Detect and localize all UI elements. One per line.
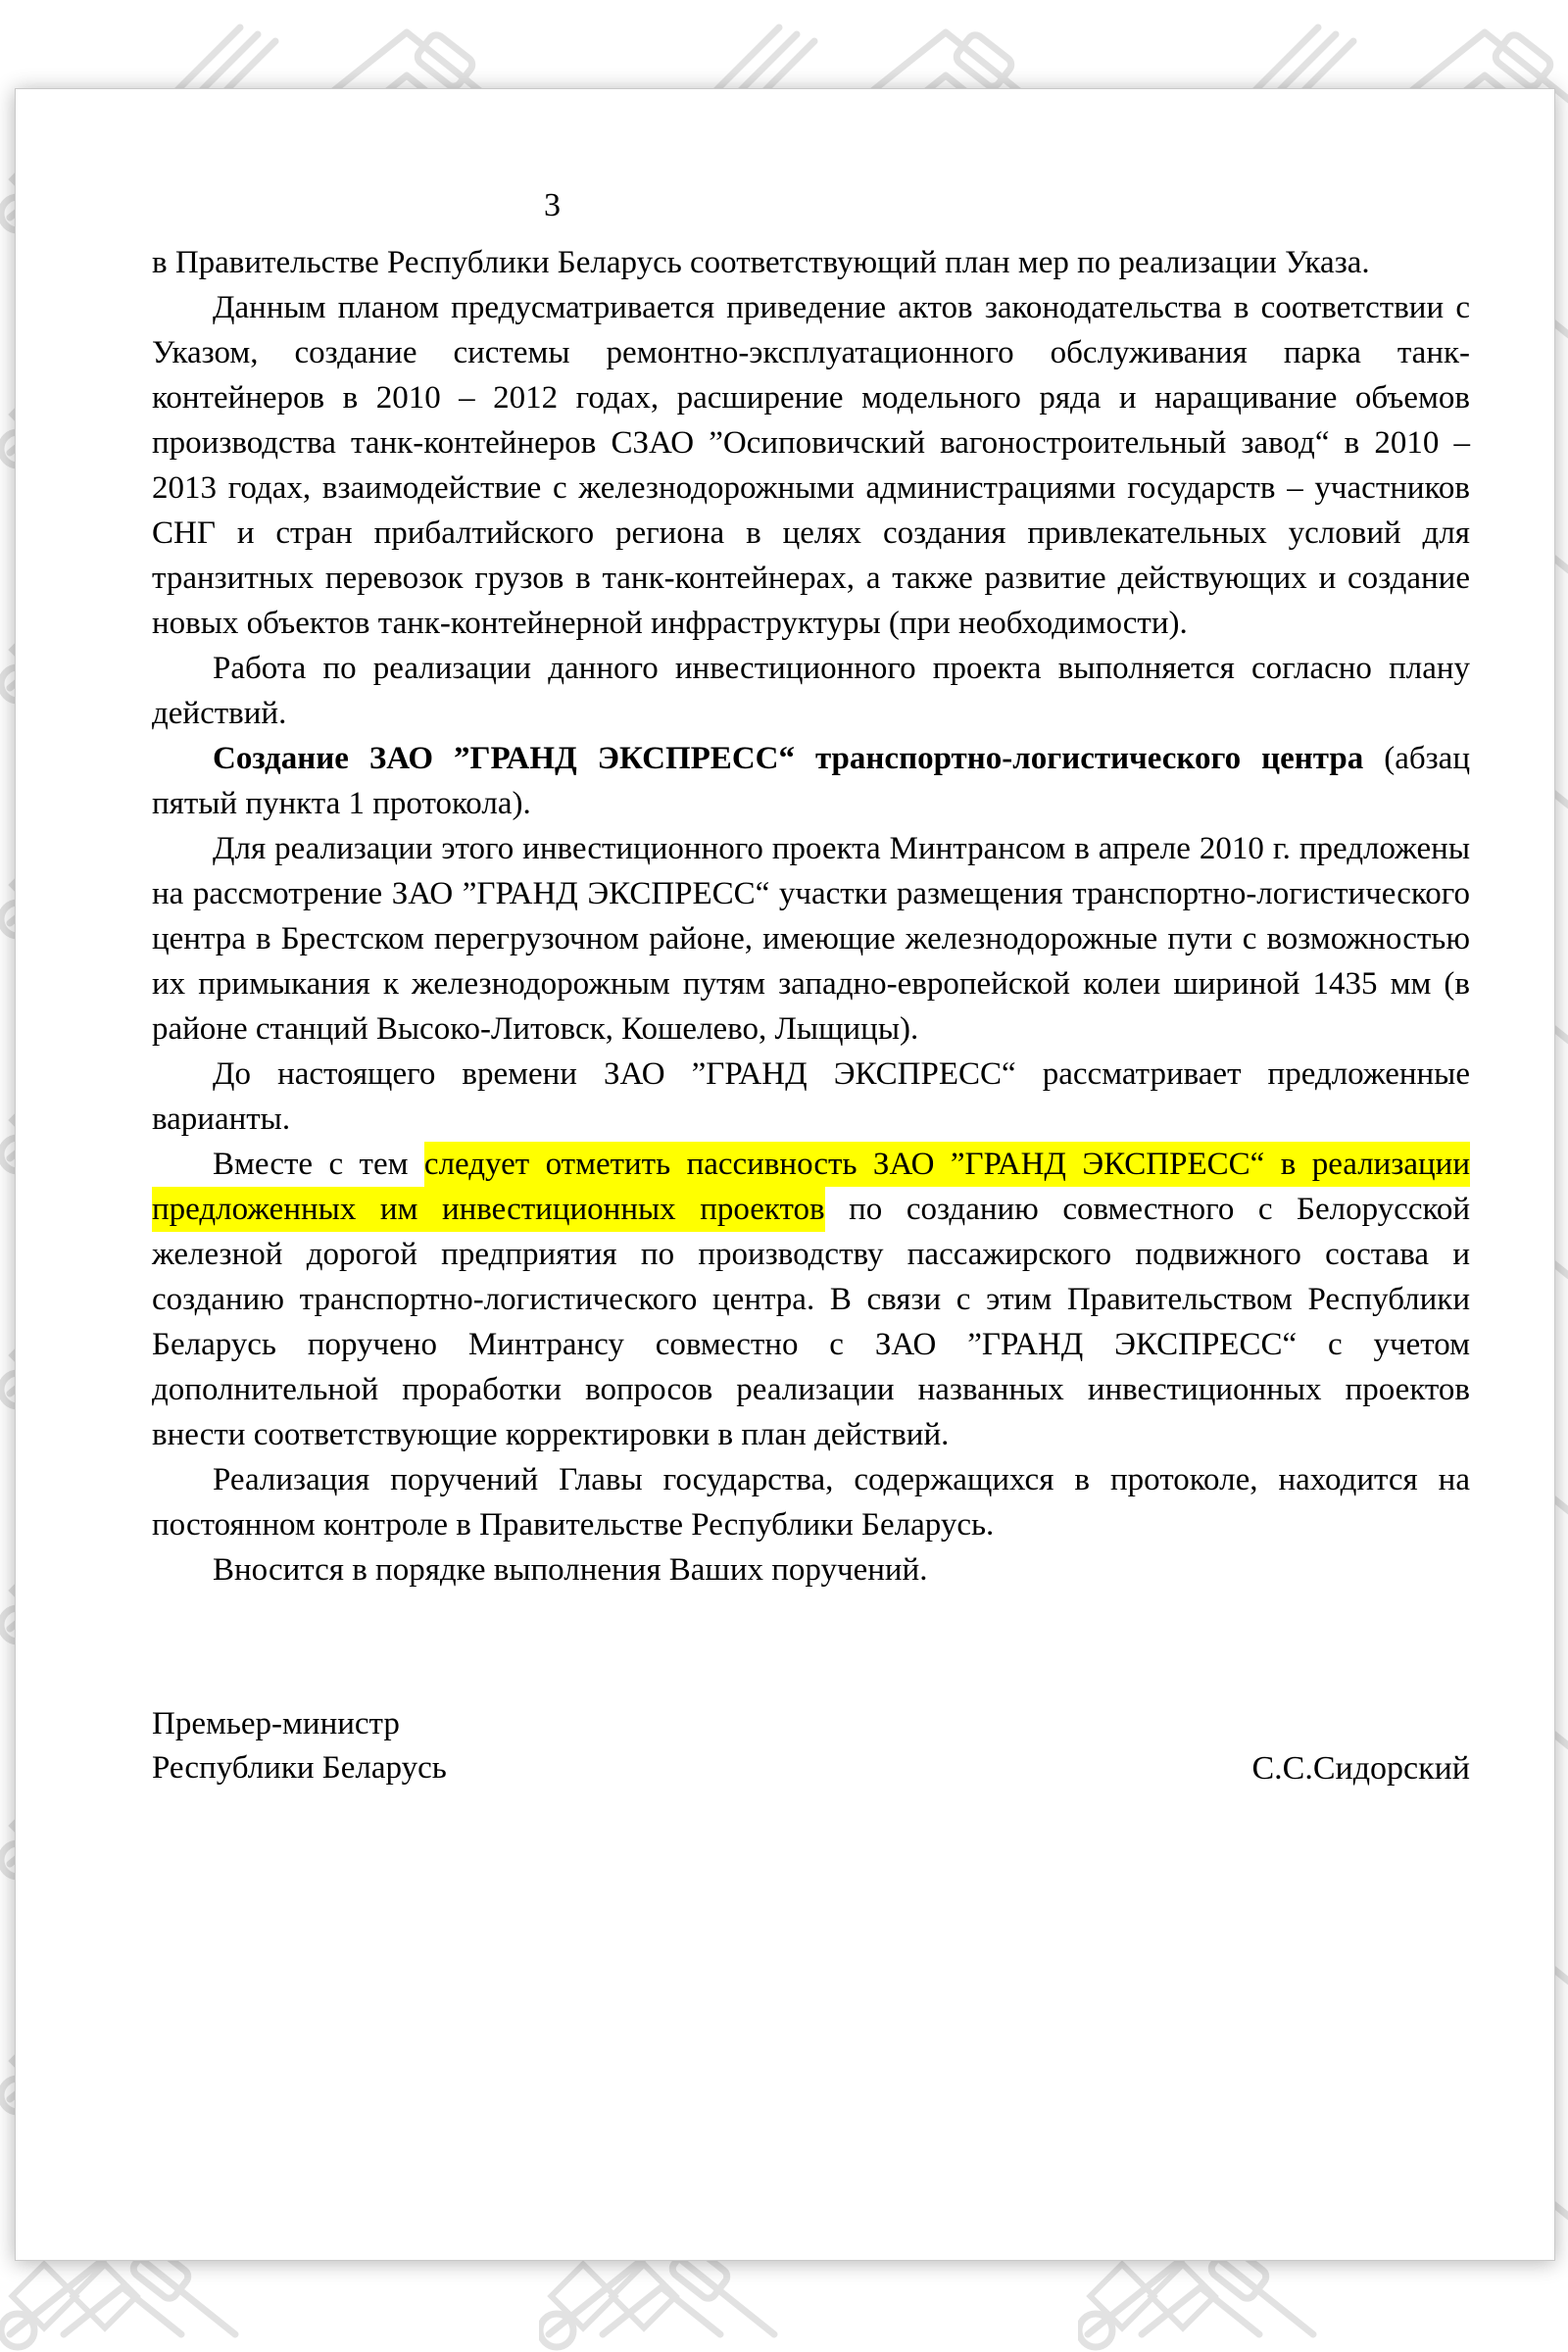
paragraph-consideration [152,1052,1470,1142]
paragraph-plan-measures [152,285,1470,646]
paragraph-text: Работа по реализации данного инвестиционного проекта выполняется согласно плану действий. [152,651,1470,731]
paragraph-text: Для реализации этого инвестиционного проекта Минтрансом в апреле 2010 г. предложены на рассмотрение ЗАО ”ГРАНД ЭКСПРЕСС“ участки размещения транспортно-логистического центра в Брестском перегрузочном районе, имеющие железнодорожные пути с возможностью их примыкания к железнодорожным путям западно-европейской колеи шириной 1435 мм (в районе станций Высоко-Литовск, Кошелево, Лыщицы). [152,831,1470,1047]
signature-position [152,1702,447,1790]
paragraph-text-after-highlight: по созданию совместного с Белорусской железной дорогой предприятия по производству пассажирского подвижного состава и созданию транспортно-логистического центра. В связи с этим Правительством Республики Беларусь поручено Минтрансу совместно с ЗАО ”ГРАНД ЭКСПРЕСС“ с учетом дополнительной проработки вопросов реализации названных инвестиционных проектов внести соответствующие корректировки в план действий. [152,1192,1470,1452]
section-heading-grand-express [152,736,1470,826]
paragraph-text: До настоящего времени ЗАО ”ГРАНД ЭКСПРЕСС“ рассматривает предложенные варианты. [152,1056,1470,1137]
paragraph-passivity [152,1142,1470,1457]
section-heading-bold-text: Создание ЗАО ”ГРАНД ЭКСПРЕСС“ транспортно-логистического центра [213,741,1364,776]
paragraph-text: Вносится в порядке выполнения Ваших поручений. [213,1552,928,1588]
signature-position-line1: Премьер-министр [152,1706,400,1741]
paragraph-text-before-highlight: Вместе с тем [213,1147,424,1182]
section-heading-rest-text: (абзац пятый пункта 1 протокола). [152,741,1470,821]
paragraph-control [152,1457,1470,1547]
document-sheet [15,88,1555,2261]
page-number: 3 [544,187,561,223]
paragraph-text: Данным планом предусматривается приведение актов законодательства в соответствии с Указом, создание системы ремонтно-эксплуатационного обслуживания парка танк-контейнеров в 2010 – 2012 годах, расширение модельного ряда и наращивание объемов производства танк-контейнеров СЗАО ”Осиповичский вагоностроительный завод“ в 2010 – 2013 годах, взаимодействие с железнодорожными администрациями государств – участников СНГ и стран прибалтийского региона в целях создания привлекательных условий для транзитных перевозок грузов в танк-контейнерах, а также развитие действующих и создание новых объектов танк-контейнерной инфраструктуры (при необходимости). [152,290,1470,641]
paragraph-text: Реализация поручений Главы государства, содержащихся в протоколе, находится на постоянном контроле в Правительстве Республики Беларусь. [152,1462,1470,1543]
highlighted-text: следует отметить пассивность ЗАО ”ГРАНД ЭКСПРЕСС“ в реализации предложенных им инвестиционных проектов [152,1142,1470,1232]
paragraph-text: в Правительстве Республики Беларусь соответствующий план мер по реализации Указа. [152,245,1370,280]
signature-block [152,1702,1470,1790]
paragraph-decree-plan-intro [152,240,1470,285]
paragraph-site-proposal [152,826,1470,1052]
signature-position-line2: Республики Беларусь [152,1750,447,1786]
paragraph-work-status [152,646,1470,736]
paragraph-submission [152,1547,1470,1592]
signature-name: С.С.Сидорский [1251,1750,1470,1787]
